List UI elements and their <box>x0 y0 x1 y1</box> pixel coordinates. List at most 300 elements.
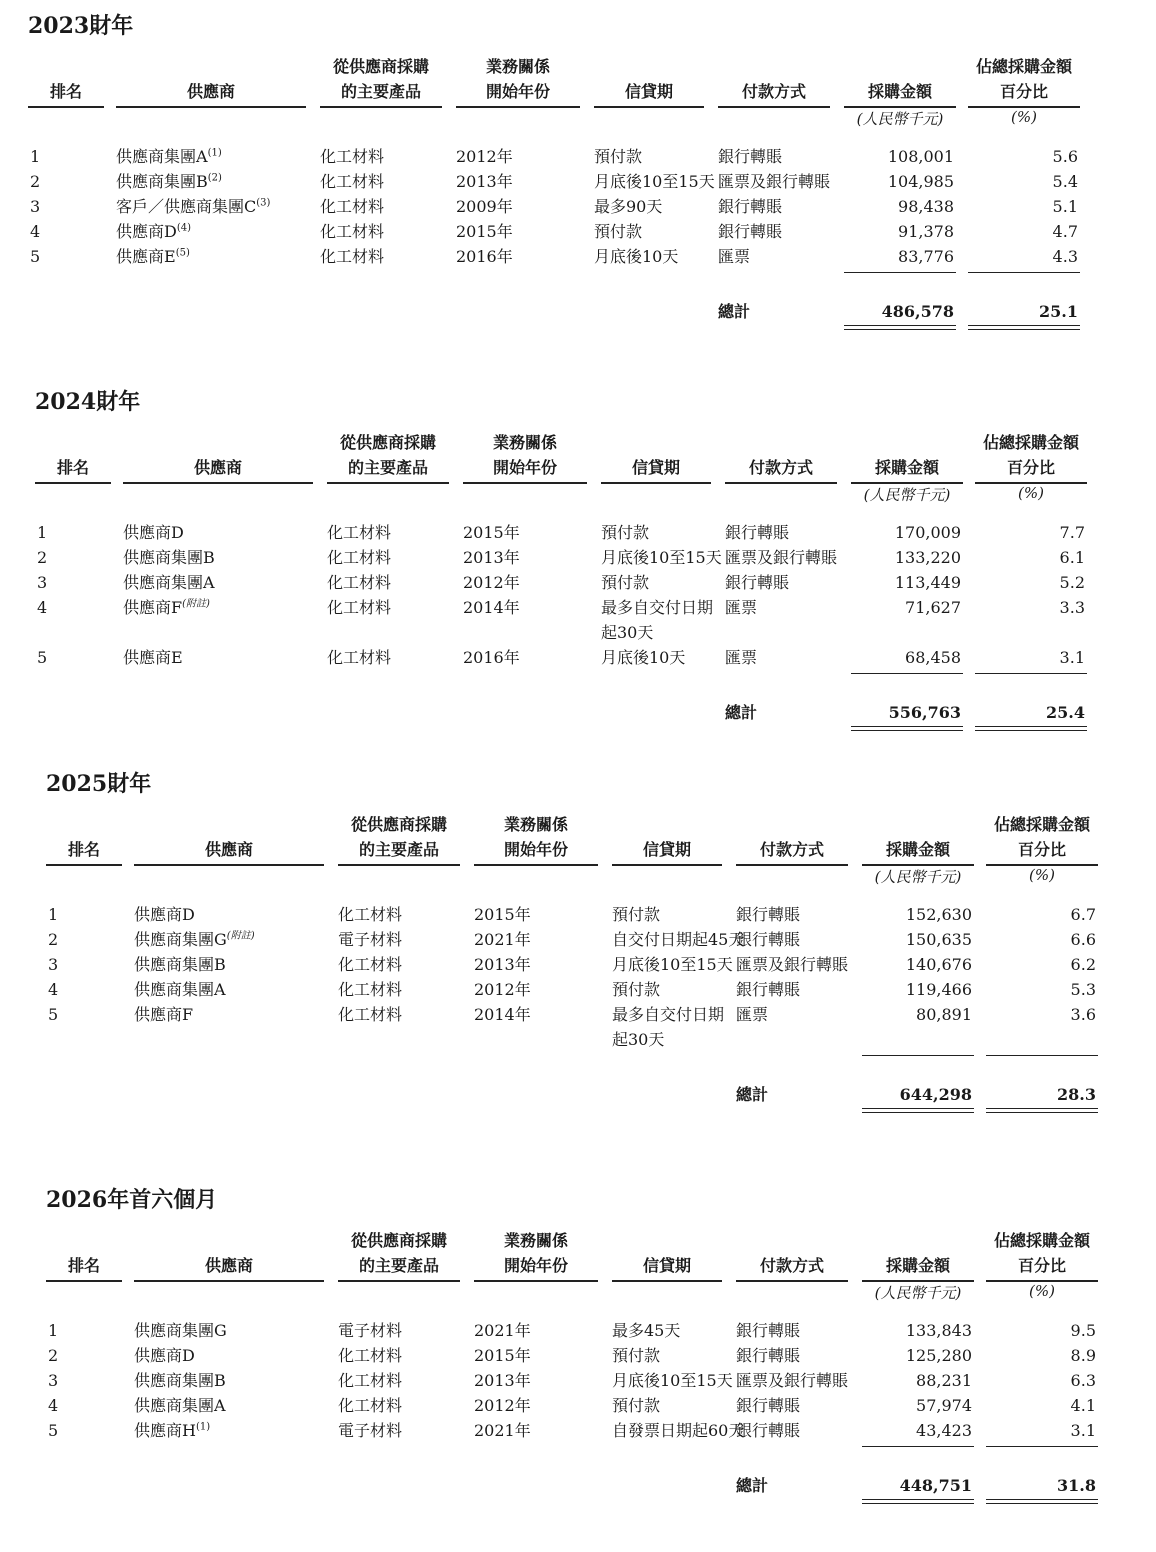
section-3 <box>46 770 1116 1110</box>
total-row <box>35 698 1105 728</box>
product-cell: 化工材料 <box>327 648 392 667</box>
column-header-text: 佔總採購金額 <box>993 815 1090 834</box>
payment-method-cell: 銀行轉賬 <box>725 573 790 592</box>
footnote-marker: (2) <box>207 172 222 184</box>
table-body <box>28 144 1098 269</box>
payment-method-cell: 匯票及銀行轉賬 <box>725 548 838 567</box>
supplier-name: 客戶／供應商集團C <box>116 197 257 216</box>
amount-cell: 170,009 <box>894 523 961 542</box>
amount-cell: 104,985 <box>887 172 954 191</box>
amount-cell: 133,220 <box>894 548 961 567</box>
subtotal-rule <box>986 1446 1098 1447</box>
percent-unit: (%) <box>1011 108 1037 126</box>
column-header-text: 百分比 <box>999 82 1048 101</box>
column-header-prod <box>338 1226 460 1282</box>
credit-period-cell: 預付款 <box>612 1346 661 1365</box>
amount-cell: 71,627 <box>905 598 961 617</box>
column-header-text: 供應商 <box>204 1256 253 1275</box>
total-label: 總計 <box>725 703 758 722</box>
rank-cell: 4 <box>48 1396 59 1415</box>
credit-period-cell: 月底後10至15天 <box>612 1371 733 1390</box>
percent-unit: (%) <box>1029 866 1055 884</box>
product-cell: 化工材料 <box>338 955 403 974</box>
product-cell: 化工材料 <box>320 247 385 266</box>
start-year-cell: 2021年 <box>474 1321 531 1340</box>
section-title: 2024財年 <box>35 389 141 415</box>
rank-cell: 5 <box>37 648 48 667</box>
start-year-cell: 2009年 <box>456 197 513 216</box>
credit-period-cell: 月底後10至15天 <box>601 548 722 567</box>
supplier-cell <box>134 1393 226 1418</box>
payment-method-cell: 匯票 <box>725 598 758 617</box>
product-cell: 化工材料 <box>338 980 403 999</box>
total-label: 總計 <box>736 1085 769 1104</box>
column-header-amt <box>844 52 956 108</box>
product-cell: 化工材料 <box>327 523 392 542</box>
supplier-cell <box>134 952 226 977</box>
amount-unit: (人民幣千元) <box>856 110 944 128</box>
column-header-text: 開始年份 <box>503 840 568 859</box>
start-year-cell: 2013年 <box>474 955 531 974</box>
payment-method-cell: 匯票及銀行轉賬 <box>736 1371 849 1390</box>
rank-cell: 3 <box>37 573 48 592</box>
column-header-credit <box>601 428 711 484</box>
rank-cell: 4 <box>37 598 48 617</box>
supplier-cell <box>123 520 184 545</box>
product-cell: 化工材料 <box>327 573 392 592</box>
column-header-text: 業務關係 <box>503 815 568 834</box>
column-header-start <box>474 810 598 866</box>
column-header-text: 信貸期 <box>624 82 673 101</box>
total-row <box>46 1471 1116 1501</box>
footnote-marker: (4) <box>176 222 192 234</box>
column-header-text: 排名 <box>49 82 82 101</box>
product-cell: 化工材料 <box>320 197 385 216</box>
column-header-pct <box>986 810 1098 866</box>
supplier-cell <box>123 595 210 620</box>
supplier-cell <box>134 1002 193 1027</box>
amount-cell: 57,974 <box>916 1396 972 1415</box>
table-row <box>35 545 1105 570</box>
supplier-name: 供應商F <box>134 1005 194 1024</box>
supplier-cell <box>116 219 191 244</box>
amount-cell: 98,438 <box>898 197 954 216</box>
rank-cell: 1 <box>30 147 41 166</box>
column-header-amt <box>862 1226 974 1282</box>
percent-unit: (%) <box>1029 1282 1055 1300</box>
table-row <box>28 244 1098 269</box>
percent-cell: 3.1 <box>1070 1421 1096 1440</box>
credit-period-cell: 最多自交付日期起30天 <box>601 598 714 642</box>
subtotal-rule <box>851 673 963 674</box>
payment-method-cell: 匯票 <box>725 648 758 667</box>
total-double-rule <box>851 726 963 731</box>
percent-cell: 6.3 <box>1070 1371 1096 1390</box>
supplier-cell <box>134 1368 226 1393</box>
subtotal-rule <box>862 1055 974 1056</box>
amount-cell: 113,449 <box>894 573 961 592</box>
supplier-cell <box>116 244 190 269</box>
column-header-rank <box>35 428 111 484</box>
start-year-cell: 2012年 <box>474 980 531 999</box>
payment-method-cell: 銀行轉賬 <box>736 905 801 924</box>
product-cell: 化工材料 <box>320 222 385 241</box>
total-percent: 25.4 <box>1046 703 1085 722</box>
table-row <box>35 520 1105 545</box>
percent-cell: 5.6 <box>1052 147 1078 166</box>
column-header-text: 百分比 <box>1006 458 1055 477</box>
table-row <box>46 927 1116 952</box>
column-header-text: 的主要產品 <box>340 82 421 101</box>
table-header <box>46 810 1116 902</box>
column-header-text: 佔總採購金額 <box>993 1231 1090 1250</box>
amount-cell: 140,676 <box>905 955 972 974</box>
supplier-name: 供應商集團B <box>134 1371 226 1390</box>
percent-cell: 6.7 <box>1070 905 1096 924</box>
column-header-text: 的主要產品 <box>358 840 439 859</box>
column-header-credit <box>612 1226 722 1282</box>
column-header-text: 信貸期 <box>642 840 691 859</box>
column-header-pay <box>725 428 837 484</box>
supplier-cell <box>116 194 270 219</box>
total-double-rule <box>986 1499 1098 1504</box>
column-header-text: 百分比 <box>1017 840 1066 859</box>
payment-method-cell: 銀行轉賬 <box>718 197 783 216</box>
footnote-marker: (1) <box>195 1421 211 1433</box>
payment-method-cell: 銀行轉賬 <box>718 147 783 166</box>
credit-period-cell: 自發票日期起60天 <box>612 1421 745 1440</box>
column-header-text: 從供應商採購 <box>350 1231 447 1250</box>
total-label: 總計 <box>736 1476 769 1495</box>
credit-period-cell: 最多45天 <box>612 1321 681 1340</box>
supplier-name: 供應商集團G <box>134 930 227 949</box>
supplier-cell <box>134 1343 195 1368</box>
subtotal-rule <box>844 272 956 273</box>
rank-cell: 1 <box>48 905 59 924</box>
column-header-pay <box>718 52 830 108</box>
amount-cell: 125,280 <box>905 1346 972 1365</box>
column-header-credit <box>612 810 722 866</box>
amount-cell: 68,458 <box>905 648 961 667</box>
supplier-cell <box>116 144 222 169</box>
column-header-text: 採購金額 <box>885 840 950 859</box>
start-year-cell: 2013年 <box>474 1371 531 1390</box>
credit-period-cell: 月底後10至15天 <box>612 955 733 974</box>
percent-cell: 5.3 <box>1070 980 1096 999</box>
column-header-text: 從供應商採購 <box>339 433 436 452</box>
column-header-rank <box>28 52 104 108</box>
table-row <box>46 1393 1116 1418</box>
table-row <box>28 194 1098 219</box>
column-header-text: 信貸期 <box>642 1256 691 1275</box>
rank-cell: 5 <box>48 1421 59 1440</box>
table-row <box>46 1318 1116 1343</box>
product-cell: 電子材料 <box>338 1321 403 1340</box>
table-header <box>46 1226 1116 1318</box>
product-cell: 化工材料 <box>338 905 403 924</box>
total-row <box>46 1080 1116 1110</box>
table-row <box>46 977 1116 1002</box>
column-header-supp <box>116 52 306 108</box>
credit-period-cell: 自交付日期起45天 <box>612 930 745 949</box>
subtotal-rule <box>862 1446 974 1447</box>
payment-method-cell: 匯票及銀行轉賬 <box>736 955 849 974</box>
credit-period-cell: 預付款 <box>601 523 650 542</box>
credit-period-cell: 預付款 <box>594 222 643 241</box>
supplier-name: 供應商集團A <box>123 573 215 592</box>
start-year-cell: 2016年 <box>456 247 513 266</box>
section-title: 2026年首六個月 <box>46 1187 218 1213</box>
rank-cell: 5 <box>48 1005 59 1024</box>
column-header-text: 開始年份 <box>492 458 557 477</box>
rank-cell: 1 <box>48 1321 59 1340</box>
amount-cell: 119,466 <box>905 980 972 999</box>
supplier-cell <box>134 1318 227 1343</box>
column-header-text: 的主要產品 <box>347 458 428 477</box>
percent-cell: 7.7 <box>1059 523 1085 542</box>
total-amount: 556,763 <box>888 703 961 722</box>
payment-method-cell: 匯票及銀行轉賬 <box>718 172 831 191</box>
supplier-name: 供應商F <box>123 598 183 617</box>
amount-unit: (人民幣千元) <box>874 868 962 886</box>
total-amount: 486,578 <box>881 302 954 321</box>
rank-cell: 3 <box>48 1371 59 1390</box>
column-header-text: 開始年份 <box>503 1256 568 1275</box>
credit-period-cell: 最多90天 <box>594 197 663 216</box>
percent-cell: 6.6 <box>1070 930 1096 949</box>
column-header-prod <box>327 428 449 484</box>
subtotal-rule <box>975 673 1087 674</box>
rank-cell: 3 <box>30 197 41 216</box>
supplier-name: 供應商E <box>116 247 176 266</box>
column-header-text: 付款方式 <box>759 840 824 859</box>
column-header-text: 採購金額 <box>885 1256 950 1275</box>
column-header-text: 排名 <box>67 1256 100 1275</box>
subtotal-rules <box>46 1443 1116 1471</box>
column-header-rank <box>46 1226 122 1282</box>
supplier-name: 供應商集團A <box>116 147 208 166</box>
subtotal-rules <box>35 670 1105 698</box>
column-header-text: 排名 <box>56 458 89 477</box>
total-row <box>28 297 1098 327</box>
amount-cell: 91,378 <box>898 222 954 241</box>
product-cell: 電子材料 <box>338 930 403 949</box>
credit-period-cell: 預付款 <box>612 1396 661 1415</box>
column-header-amt <box>851 428 963 484</box>
percent-cell: 5.2 <box>1059 573 1085 592</box>
column-header-text: 業務關係 <box>485 57 550 76</box>
supplier-name: 供應商集團B <box>116 172 208 191</box>
product-cell: 化工材料 <box>338 1346 403 1365</box>
start-year-cell: 2015年 <box>463 523 520 542</box>
amount-cell: 43,423 <box>916 1421 972 1440</box>
payment-method-cell: 銀行轉賬 <box>736 980 801 999</box>
table-row <box>28 144 1098 169</box>
product-cell: 化工材料 <box>338 1005 403 1024</box>
start-year-cell: 2014年 <box>474 1005 531 1024</box>
column-header-text: 從供應商採購 <box>332 57 429 76</box>
start-year-cell: 2021年 <box>474 1421 531 1440</box>
column-header-start <box>456 52 580 108</box>
total-double-rule <box>986 1108 1098 1113</box>
credit-period-cell: 最多自交付日期起30天 <box>612 1005 725 1049</box>
credit-period-cell: 月底後10至15天 <box>594 172 715 191</box>
percent-cell: 4.1 <box>1070 1396 1096 1415</box>
amount-cell: 80,891 <box>916 1005 972 1024</box>
supplier-cell <box>116 169 222 194</box>
table-body <box>35 520 1105 670</box>
table-row <box>46 1343 1116 1368</box>
column-header-pct <box>986 1226 1098 1282</box>
percent-cell: 5.4 <box>1052 172 1078 191</box>
table-header <box>28 52 1098 144</box>
column-header-prod <box>320 52 442 108</box>
start-year-cell: 2013年 <box>463 548 520 567</box>
supplier-cell <box>123 545 215 570</box>
start-year-cell: 2014年 <box>463 598 520 617</box>
percent-cell: 3.6 <box>1070 1005 1096 1024</box>
amount-cell: 150,635 <box>905 930 972 949</box>
percent-cell: 8.9 <box>1070 1346 1096 1365</box>
start-year-cell: 2015年 <box>474 1346 531 1365</box>
subtotal-rule <box>986 1055 1098 1056</box>
supplier-name: 供應商集團A <box>134 1396 226 1415</box>
column-header-pct <box>968 52 1080 108</box>
column-header-credit <box>594 52 704 108</box>
table-row <box>46 1002 1116 1052</box>
total-percent: 28.3 <box>1057 1085 1096 1104</box>
supplier-name: 供應商D <box>116 222 177 241</box>
product-cell: 化工材料 <box>320 147 385 166</box>
column-header-text: 百分比 <box>1017 1256 1066 1275</box>
column-header-pct <box>975 428 1087 484</box>
supplier-cell <box>134 1418 210 1443</box>
start-year-cell: 2016年 <box>463 648 520 667</box>
subtotal-rule <box>968 272 1080 273</box>
footnote-marker: (5) <box>175 247 190 259</box>
total-double-rule <box>862 1108 974 1113</box>
supplier-name: 供應商D <box>123 523 184 542</box>
supplier-cell <box>134 902 195 927</box>
column-header-start <box>463 428 587 484</box>
table-row <box>35 645 1105 670</box>
supplier-cell <box>134 977 226 1002</box>
table-row <box>28 219 1098 244</box>
footnote-marker: (3) <box>256 197 271 209</box>
table-row <box>46 1368 1116 1393</box>
rank-cell: 2 <box>48 1346 59 1365</box>
rank-cell: 5 <box>30 247 41 266</box>
column-header-text: 信貸期 <box>631 458 680 477</box>
percent-cell: 4.3 <box>1052 247 1078 266</box>
supplier-name: 供應商D <box>134 1346 195 1365</box>
column-header-text: 從供應商採購 <box>350 815 447 834</box>
start-year-cell: 2012年 <box>456 147 513 166</box>
credit-period-cell: 預付款 <box>612 980 661 999</box>
payment-method-cell: 銀行轉賬 <box>736 1346 801 1365</box>
total-label: 總計 <box>718 302 751 321</box>
column-header-text: 業務關係 <box>503 1231 568 1250</box>
table-row <box>46 902 1116 927</box>
supplier-name: 供應商集團A <box>134 980 226 999</box>
payment-method-cell: 銀行轉賬 <box>725 523 790 542</box>
supplier-name: 供應商集團B <box>134 955 226 974</box>
table-row <box>46 952 1116 977</box>
total-amount: 448,751 <box>899 1476 972 1495</box>
supplier-cell <box>134 927 255 952</box>
table-header <box>35 428 1105 520</box>
percent-cell: 6.1 <box>1059 548 1085 567</box>
payment-method-cell: 匯票 <box>718 247 751 266</box>
column-header-start <box>474 1226 598 1282</box>
start-year-cell: 2012年 <box>463 573 520 592</box>
supplier-cell <box>123 570 215 595</box>
supplier-name: 供應商集團G <box>134 1321 227 1340</box>
column-header-supp <box>134 810 324 866</box>
payment-method-cell: 銀行轉賬 <box>736 1321 801 1340</box>
credit-period-cell: 預付款 <box>612 905 661 924</box>
percent-cell: 3.1 <box>1059 648 1085 667</box>
total-amount: 644,298 <box>899 1085 972 1104</box>
amount-unit: (人民幣千元) <box>874 1284 962 1302</box>
total-double-rule <box>975 726 1087 731</box>
column-header-supp <box>134 1226 324 1282</box>
column-header-pay <box>736 810 848 866</box>
column-header-pay <box>736 1226 848 1282</box>
total-double-rule <box>862 1499 974 1504</box>
rank-cell: 2 <box>30 172 41 191</box>
percent-cell: 4.7 <box>1052 222 1078 241</box>
start-year-cell: 2015年 <box>474 905 531 924</box>
percent-cell: 3.3 <box>1059 598 1085 617</box>
table-row <box>35 570 1105 595</box>
total-double-rule <box>968 325 1080 330</box>
column-header-text: 供應商 <box>204 840 253 859</box>
section-2 <box>35 388 1105 728</box>
percent-cell: 9.5 <box>1070 1321 1096 1340</box>
column-header-prod <box>338 810 460 866</box>
subtotal-rules <box>28 269 1098 297</box>
credit-period-cell: 預付款 <box>594 147 643 166</box>
table-row <box>46 1418 1116 1443</box>
total-double-rule <box>844 325 956 330</box>
column-header-text: 開始年份 <box>485 82 550 101</box>
credit-period-cell: 月底後10天 <box>594 247 679 266</box>
section-4 <box>46 1186 1116 1501</box>
rank-cell: 1 <box>37 523 48 542</box>
column-header-text: 付款方式 <box>748 458 813 477</box>
payment-method-cell: 匯票 <box>736 1005 769 1024</box>
payment-method-cell: 銀行轉賬 <box>736 1421 801 1440</box>
amount-cell: 108,001 <box>887 147 954 166</box>
product-cell: 化工材料 <box>327 548 392 567</box>
percent-unit: (%) <box>1018 484 1044 502</box>
section-title: 2025財年 <box>46 771 152 797</box>
start-year-cell: 2013年 <box>456 172 513 191</box>
rank-cell: 2 <box>37 548 48 567</box>
start-year-cell: 2012年 <box>474 1396 531 1415</box>
payment-method-cell: 銀行轉賬 <box>718 222 783 241</box>
product-cell: 電子材料 <box>338 1421 403 1440</box>
product-cell: 化工材料 <box>320 172 385 191</box>
supplier-name: 供應商集團B <box>123 548 215 567</box>
amount-cell: 88,231 <box>916 1371 972 1390</box>
supplier-name: 供應商E <box>123 648 183 667</box>
column-header-text: 供應商 <box>193 458 242 477</box>
credit-period-cell: 預付款 <box>601 573 650 592</box>
column-header-text: 業務關係 <box>492 433 557 452</box>
column-header-text: 付款方式 <box>741 82 806 101</box>
